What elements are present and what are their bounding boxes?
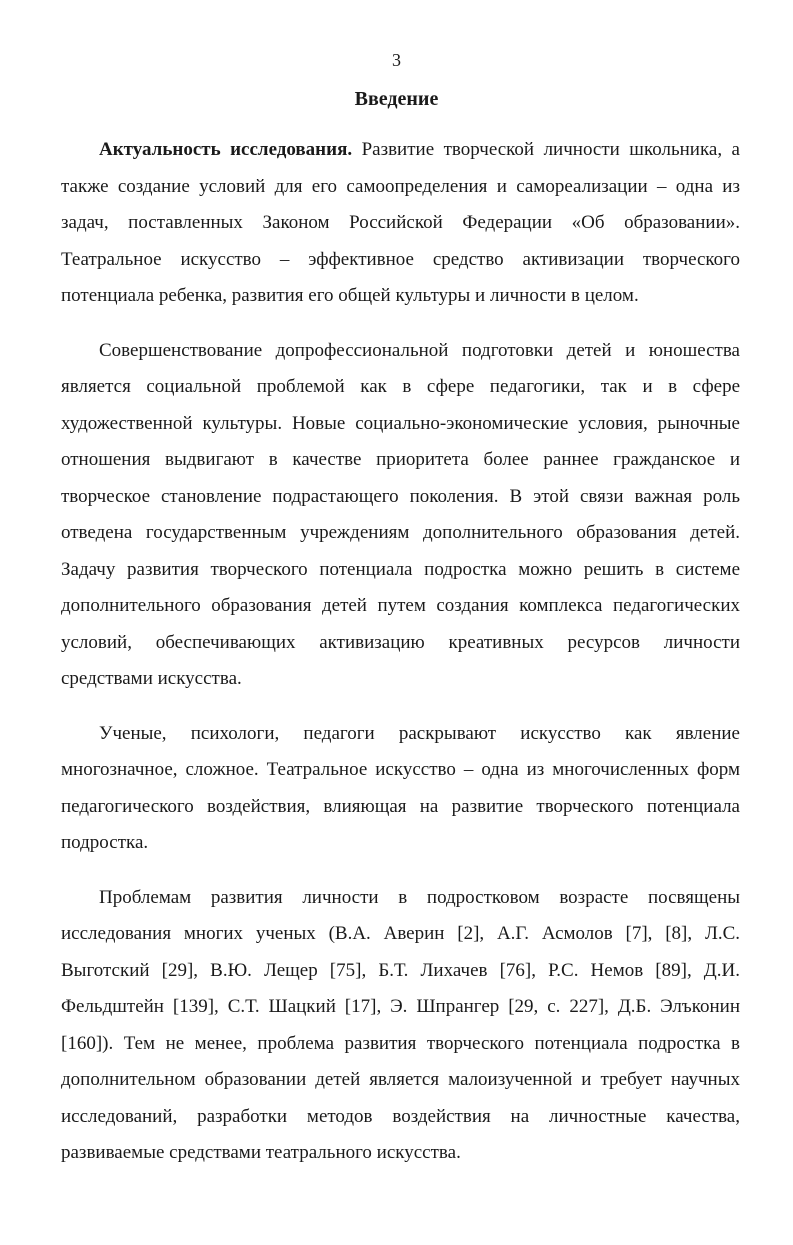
paragraph-lead: Актуальность исследования.: [99, 139, 353, 160]
page-number: 3: [392, 50, 401, 70]
document-body: [61, 132, 740, 1190]
paragraph-text: Развитие творческой личности школьника, а также создание условий для его самоопределения и самореализации – одна из задач, поставленных Законом Российской Федерации «Об образовании». Театральное искусство – эффективное средство активизации творческого потенциала ребенка, развития его общей культуры и личности в целом.: [61, 139, 740, 306]
paragraph-improvement: Совершенствование допрофессиональной подготовки детей и юношества является социальной проблемой как в сфере педагогики, так и в сфере художественной культуры. Новые социально-экономические условия, рыночные отношения выдвигают в качестве приоритета более раннее гражданское и творческое становление подрастающего поколения. В этой связи важная роль отведена государственным учреждениям дополнительного образования детей. Задачу развития творческого потенциала подростка можно решить в системе дополнительного образования детей путем создания комплекса педагогических условий, обеспечивающих активизацию креативных ресурсов личности средствами искусства.: [61, 339, 740, 689]
paragraph-relevance: [61, 132, 740, 315]
paragraph-scientists: Ученые, психологи, педагоги раскрывают искусство как явление многозначное, сложное. Театральное искусство – одна из многочисленных форм педагогического воздействия, влияющая на развитие творческого потенциала подростка.: [61, 722, 740, 853]
section-heading: Введение: [354, 88, 439, 110]
paragraph-problems: Проблемам развития личности в подростковом возрасте посвящены исследования многих ученых (В.А. Аверин [2], А.Г. Асмолов [7], [8], Л.С. Выготский [29], В.Ю. Лещер [75], Б.Т. Лихачев [76], Р.С. Немов [89], Д.И. Фельдштейн [139], С.Т. Шацкий [17], Э. Шпрангер [29, с. 227], Д.Б. Элъконин [160]). Тем не менее, проблема развития творческого потенциала подростка в дополнительном образовании детей является малоизученной и требует научных исследований, разработки методов воздействия на личностные качества, развиваемые средствами театрального искусства.: [61, 886, 740, 1163]
